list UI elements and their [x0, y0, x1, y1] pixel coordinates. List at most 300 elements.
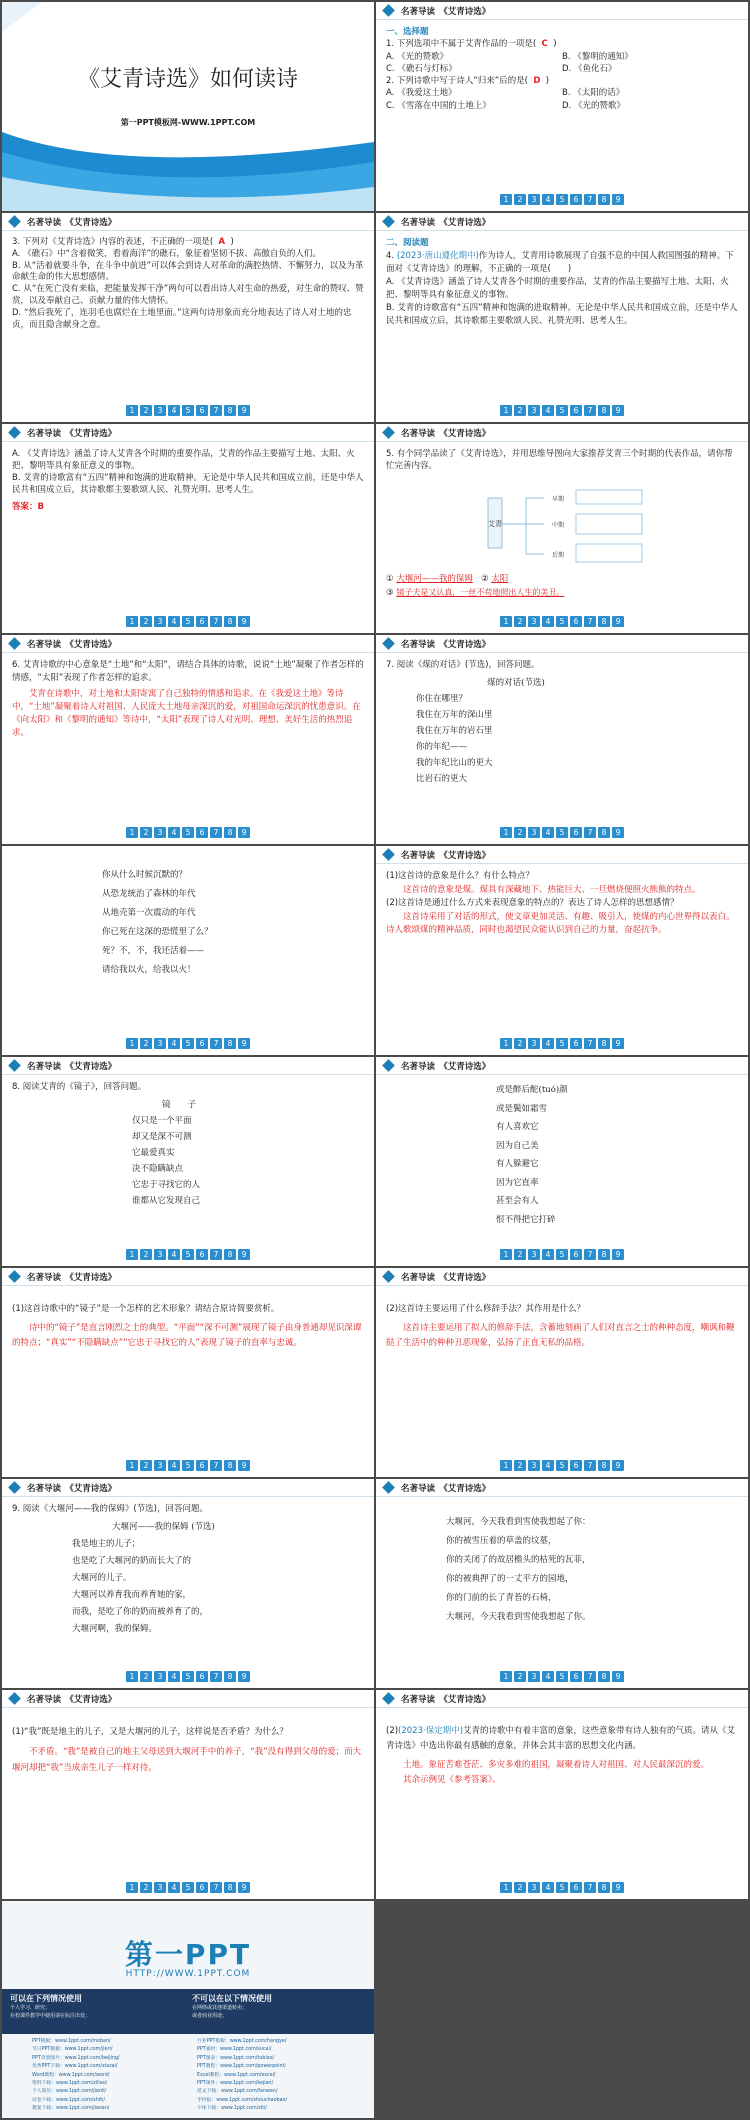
page-button[interactable]: 1 [126, 616, 138, 627]
poem-title: 镜 子 [162, 1100, 197, 1110]
slide-2[interactable] [376, 2, 748, 211]
page-button[interactable]: 6 [570, 405, 582, 416]
page-button[interactable]: 9 [612, 1038, 624, 1049]
poem-line: 从地壳第一次震动的年代 [102, 908, 196, 918]
page-button[interactable]: 2 [140, 616, 152, 627]
slide-header [2, 213, 374, 231]
page-button[interactable]: 9 [238, 827, 250, 838]
page-button[interactable]: 6 [570, 827, 582, 838]
page-button[interactable]: 4 [168, 1460, 180, 1471]
section-title: 二、阅读题 [386, 238, 429, 248]
page-button[interactable]: 2 [140, 1038, 152, 1049]
link[interactable]: PPT背景图片：www.1ppt.com/beijing/ [32, 2055, 120, 2061]
poem-line: 大堰河的儿子。 [72, 1573, 132, 1583]
page-button[interactable]: 9 [612, 1460, 624, 1471]
page-button[interactable]: 2 [514, 616, 526, 627]
poem [416, 675, 716, 787]
slide-body [386, 1724, 738, 1788]
question-1: 1. 下列选项中不属于艾青作品的一项是( C ) [386, 39, 557, 50]
page-button[interactable]: 6 [570, 616, 582, 627]
page-button[interactable]: 1 [500, 1882, 512, 1893]
slide-header [2, 1057, 374, 1075]
page-button[interactable]: 8 [224, 1460, 236, 1471]
page-button[interactable]: 5 [182, 405, 194, 416]
slide-3[interactable] [2, 213, 374, 422]
blank-3-answer: 镜子夫是又认真，一丝不苟地照出人生的美丑。 [396, 588, 565, 597]
link[interactable]: 个人简历：www.1ppt.com/jianli/ [32, 2089, 107, 2095]
slide-13[interactable] [2, 1268, 374, 1477]
page-button[interactable]: 3 [528, 1460, 540, 1471]
diamond-icon [382, 1270, 395, 1283]
page-button[interactable]: 7 [584, 1882, 596, 1893]
page-button[interactable]: 1 [500, 194, 512, 205]
page-button[interactable]: 3 [528, 1882, 540, 1893]
slide-body [386, 1302, 738, 1351]
page-button[interactable]: 2 [514, 827, 526, 838]
page-button[interactable]: 3 [528, 1038, 540, 1049]
option-b: B. 《黎明的通知》 [562, 51, 633, 62]
poem-line: 我住在万年的深山里 [416, 710, 493, 720]
page-button[interactable]: 5 [182, 1882, 194, 1893]
page-button[interactable]: 7 [210, 616, 222, 627]
cover-title: 《艾青诗选》如何读诗 [77, 67, 298, 92]
page-button[interactable]: 1 [500, 1460, 512, 1471]
sub-answer-1: 诗中的“镜子”是直言刚烈之士的典型。“平面”“深不可测”展现了镜子由身普通却见识深谭的特点；“真实”“不隐瞒缺点”“它忠于寻找它的人”表现了镜子的直率与忠诚。 [12, 1323, 362, 1348]
page-button[interactable]: 9 [238, 1460, 250, 1471]
header-title: 名著导读 《艾青诗选》 [401, 851, 491, 861]
page-button[interactable]: 2 [140, 1882, 152, 1893]
page-button[interactable]: 3 [154, 616, 166, 627]
link[interactable]: 资料下载：www.1ppt.com/ziliao/ [32, 2081, 108, 2087]
page-button[interactable]: 5 [182, 1249, 194, 1260]
link[interactable]: 行业PPT模板：www.1ppt.com/hangye/ [197, 2039, 287, 2044]
question-3: 3. 下列对《艾青诗选》内容的表述，不正确的一项是( A ) [12, 237, 234, 247]
option-a: A. 《艾青诗选》涵盖了诗人艾青各个时期的重要作品，艾青的作品主要描写土地、太阳、火把、黎明等具有象征意义的事物。 [386, 277, 729, 300]
page-button[interactable]: 3 [528, 1671, 540, 1682]
page-button[interactable]: 7 [210, 1038, 222, 1049]
option-c: C. 从“在死亡没有来临，把能量发挥干净”两句可以看出诗人对生命的热爱，对生命的赞叹、赞赏，以及奉献自己、贡献力量的伟大情怀。 [12, 284, 364, 306]
link[interactable]: 手抄报：www.1ppt.com/shouchaobao/ [197, 2097, 288, 2103]
page-button[interactable]: 1 [126, 1882, 138, 1893]
page-button[interactable]: 8 [598, 1038, 610, 1049]
page-button[interactable]: 1 [500, 616, 512, 627]
page-button[interactable]: 6 [196, 1671, 208, 1682]
option-c: C. 《礁石与灯标》 [386, 63, 457, 74]
page-button[interactable]: 7 [584, 1671, 596, 1682]
option-d: D. “然后我死了，连羽毛也腐烂在土地里面。”这两句诗形象而充分地表达了诗人对土地的忠贞，而且隐含献身之意。 [12, 307, 352, 330]
page-button[interactable]: 5 [556, 1249, 568, 1260]
diamond-icon [382, 848, 395, 861]
page-button[interactable]: 8 [598, 1249, 610, 1260]
page-button[interactable]: 1 [126, 405, 138, 416]
page-nav [376, 1882, 748, 1893]
poem-line: 大堰河啊，我的保姆。 [72, 1624, 158, 1634]
sub-answer-note: 其余示例见《参考答案》。 [403, 1775, 501, 1785]
option-a: A. 《我爱这土地》 [386, 88, 457, 99]
page-button[interactable]: 6 [196, 827, 208, 838]
link[interactable]: 范文下载：www.1ppt.com/fanwen/ [197, 2089, 278, 2095]
page-button[interactable]: 7 [210, 1460, 222, 1471]
page-button[interactable]: 6 [570, 1038, 582, 1049]
answer: 答案：B [12, 502, 44, 512]
slide-header [2, 1268, 374, 1286]
page-button[interactable]: 9 [612, 1671, 624, 1682]
page-button[interactable]: 4 [168, 616, 180, 627]
page-button[interactable]: 7 [584, 827, 596, 838]
page-button[interactable]: 4 [542, 405, 554, 416]
page-button[interactable]: 8 [598, 827, 610, 838]
slide-body [12, 659, 364, 740]
page-button[interactable]: 4 [168, 1882, 180, 1893]
page-button[interactable]: 5 [556, 616, 568, 627]
header-title: 名著导读 《艾青诗选》 [401, 1695, 491, 1705]
page-button[interactable]: 8 [598, 405, 610, 416]
page-button[interactable]: 8 [598, 616, 610, 627]
option-b: B. 艾青的诗歌富有“五四”精神和饱满的进取精神。无论是中华人民共和国成立前，还是中华人民共和国成立后，其诗歌都主要歌颂人民、礼赞光明、思考人生。 [386, 303, 738, 326]
page-button[interactable]: 3 [154, 827, 166, 838]
page-button[interactable]: 6 [196, 1038, 208, 1049]
page-button[interactable]: 8 [598, 1882, 610, 1893]
option-d: D. 《鱼化石》 [562, 63, 617, 74]
slide-header [2, 424, 374, 442]
poem-line: 有人喜欢它 [496, 1122, 539, 1132]
slide-5[interactable] [2, 424, 374, 633]
usage-allowed-item: 个人学习、研究； [10, 2005, 51, 2011]
diamond-icon [382, 426, 395, 439]
page-button[interactable]: 6 [196, 405, 208, 416]
page-button[interactable]: 5 [556, 1038, 568, 1049]
page-button[interactable]: 1 [500, 1671, 512, 1682]
page-button[interactable]: 8 [224, 1249, 236, 1260]
page-button[interactable]: 2 [514, 405, 526, 416]
page-button[interactable]: 7 [210, 1882, 222, 1893]
page-button[interactable]: 1 [500, 405, 512, 416]
page-button[interactable]: 7 [584, 616, 596, 627]
page-button[interactable]: 3 [528, 827, 540, 838]
page-button[interactable]: 8 [224, 616, 236, 627]
poem-line: 或是鬓如霜雪 [496, 1103, 548, 1114]
slide-10[interactable] [376, 846, 748, 1055]
link[interactable]: PPT素材：www.1ppt.com/sucai/ [197, 2047, 272, 2053]
page-nav [376, 194, 748, 205]
page-button[interactable]: 4 [542, 1671, 554, 1682]
page-button[interactable]: 1 [126, 1038, 138, 1049]
page-button[interactable]: 9 [238, 1038, 250, 1049]
page-button[interactable]: 2 [514, 194, 526, 205]
diamond-icon [382, 1692, 395, 1705]
page-button[interactable]: 2 [140, 827, 152, 838]
page-button[interactable]: 5 [182, 827, 194, 838]
page-button[interactable]: 3 [528, 194, 540, 205]
page-button[interactable]: 7 [210, 1249, 222, 1260]
header-title: 名著导读 《艾青诗选》 [27, 218, 117, 228]
poem-line: 你的关闭了的故居檐头的枯死的瓦菲， [446, 1555, 591, 1565]
poem-line: 决不隐瞒缺点 [132, 1164, 184, 1174]
page-button[interactable]: 4 [168, 827, 180, 838]
page-button[interactable]: 9 [612, 1882, 624, 1893]
page-button[interactable]: 7 [210, 1671, 222, 1682]
option-c: C. 《雪落在中国的土地上》 [386, 100, 491, 111]
page-button[interactable]: 8 [224, 1882, 236, 1893]
slide-17[interactable] [2, 1690, 374, 1899]
page-button[interactable]: 8 [598, 1671, 610, 1682]
page-button[interactable]: 8 [224, 1671, 236, 1682]
poem-line: 我住在万年的岩石里 [416, 726, 493, 736]
page-button[interactable]: 8 [224, 1038, 236, 1049]
page-button[interactable]: 4 [542, 1882, 554, 1893]
page-button[interactable]: 6 [570, 1882, 582, 1893]
slide-11[interactable] [2, 1057, 374, 1266]
header-title: 名著导读 《艾青诗选》 [401, 1062, 491, 1072]
page-button[interactable]: 9 [612, 1249, 624, 1260]
brand-logo: 第一PPT [124, 1938, 252, 1971]
page-nav [376, 1038, 748, 1049]
poem-line: 你住在哪里？ [416, 694, 468, 704]
header-title: 名著导读 《艾青诗选》 [27, 1062, 117, 1072]
page-button[interactable]: 4 [542, 1038, 554, 1049]
link[interactable]: PPT模板：www.1ppt.com/moban/ [32, 2039, 111, 2044]
slide-18[interactable] [376, 1690, 748, 1899]
page-button[interactable]: 1 [126, 1460, 138, 1471]
page-button[interactable]: 5 [556, 1671, 568, 1682]
page-button[interactable]: 5 [182, 616, 194, 627]
poem-line: 你的被雪压着的草盖的坟墓， [446, 1536, 557, 1546]
page-button[interactable]: 4 [542, 1249, 554, 1260]
page-button[interactable]: 6 [196, 1460, 208, 1471]
poem-line: 有人躲避它 [496, 1159, 539, 1169]
option-b: B. 艾青的诗歌富有“五四”精神和饱满的进取精神。无论是中华人民共和国成立前，还是中华人民共和国成立后，其诗歌都主要歌颂人民、礼赞光明、思考人生。 [12, 473, 364, 495]
poem-line: 我的年纪比山的更大 [416, 758, 493, 768]
page-button[interactable]: 3 [528, 1249, 540, 1260]
page-button[interactable]: 9 [238, 1882, 250, 1893]
page-button[interactable]: 4 [542, 827, 554, 838]
page-button[interactable]: 5 [182, 1460, 194, 1471]
slide-6[interactable] [376, 424, 748, 633]
poem-line: 却又是深不可测 [132, 1132, 192, 1142]
page-button[interactable]: 3 [154, 1671, 166, 1682]
page-button[interactable]: 9 [238, 1249, 250, 1260]
slide-body [386, 870, 738, 938]
page-button[interactable]: 3 [528, 616, 540, 627]
page-button[interactable]: 7 [210, 827, 222, 838]
page-button[interactable]: 9 [238, 616, 250, 627]
slide-4[interactable] [376, 213, 748, 422]
link[interactable]: 试卷下载：www.1ppt.com/shiti/ [32, 2097, 105, 2103]
page-button[interactable]: 6 [570, 1460, 582, 1471]
slide-cover[interactable] [2, 2, 374, 211]
slide-header [2, 635, 374, 653]
page-button[interactable]: 1 [126, 827, 138, 838]
poem-line: 你已死在这深的恐慌里了么？ [102, 927, 213, 937]
page-button[interactable]: 1 [126, 1671, 138, 1682]
link[interactable]: PPT教程：www.1ppt.com/powerpoint/ [197, 2064, 287, 2070]
page-button[interactable]: 3 [528, 405, 540, 416]
page-button[interactable]: 2 [140, 1249, 152, 1260]
poem-line: 比岩石的更大 [416, 774, 468, 784]
page-button[interactable]: 9 [612, 405, 624, 416]
page-button[interactable]: 2 [140, 1460, 152, 1471]
page-button[interactable]: 3 [154, 1249, 166, 1260]
page-button[interactable]: 3 [154, 1882, 166, 1893]
page-button[interactable]: 2 [140, 1671, 152, 1682]
page-nav [376, 1460, 748, 1471]
slide-8[interactable] [376, 635, 748, 844]
page-button[interactable]: 1 [126, 1249, 138, 1260]
slide-body [386, 237, 738, 328]
poem [72, 1519, 362, 1638]
page-button[interactable]: 5 [556, 194, 568, 205]
page-button[interactable]: 4 [168, 1038, 180, 1049]
poem-line: 我是地主的儿子； [72, 1539, 141, 1549]
slide-7[interactable] [2, 635, 374, 844]
poem-line: 而我，是吃了你的奶而被养育了的， [72, 1607, 209, 1617]
page-nav [376, 405, 748, 416]
diamond-icon [8, 1270, 21, 1283]
page-button[interactable]: 5 [556, 827, 568, 838]
option-d: D. 《光的赞歌》 [562, 100, 625, 111]
page-button[interactable]: 4 [542, 194, 554, 205]
poem-line: 你的被典押了的一丈平方的园地， [446, 1574, 574, 1584]
page-button[interactable]: 6 [570, 194, 582, 205]
page-button[interactable]: 3 [154, 1460, 166, 1471]
header-title: 名著导读 《艾青诗选》 [27, 1695, 117, 1705]
page-button[interactable]: 5 [556, 1882, 568, 1893]
slide-9[interactable] [2, 846, 374, 1055]
page-button[interactable]: 9 [238, 1671, 250, 1682]
page-button[interactable]: 1 [500, 1249, 512, 1260]
page-button[interactable]: 4 [168, 1671, 180, 1682]
page-button[interactable]: 1 [500, 1038, 512, 1049]
page-button[interactable]: 1 [500, 827, 512, 838]
page-button[interactable]: 5 [182, 1671, 194, 1682]
page-button[interactable]: 2 [514, 1038, 526, 1049]
page-button[interactable]: 9 [612, 616, 624, 627]
page-button[interactable]: 6 [570, 1671, 582, 1682]
page-nav [2, 1249, 374, 1260]
sub-answer-2: 这首诗主要运用了拟人的修辞手法，含蓄地刻画了人们对直言之士的种种态度，嘲讽和鞭挞了生活中的种种丑恶现象，弘扬了正直无私的品格。 [386, 1323, 735, 1348]
question-7: 7. 阅读《煤的对话》(节选)，回答问题。 [386, 660, 540, 670]
slide-header [376, 1690, 748, 1708]
option-a: A. 《艾青诗选》涵盖了诗人艾青各个时期的重要作品，艾青的作品主要描写土地、太阳、火把、黎明等具有象征意义的事物。 [12, 449, 355, 471]
page-button[interactable]: 7 [584, 1460, 596, 1471]
poem [102, 866, 362, 980]
blank-3-marker: ③ [386, 588, 394, 598]
link[interactable]: Excel教程：www.1ppt.com/excel/ [197, 2072, 276, 2078]
page-nav [376, 1249, 748, 1260]
poem-line: 死？不，不，我还活着—— [102, 946, 205, 956]
page-button[interactable]: 2 [514, 1882, 526, 1893]
slide-12[interactable] [376, 1057, 748, 1266]
option-b: B. 从“活着就要斗争，在斗争中前进”可以体会到诗人对革命的满腔热情、不懈努力，以及为革命献生命的伟大思想感情。 [12, 260, 364, 283]
blank-2-answer: 太阳 [491, 574, 509, 584]
header-title: 名著导读 《艾青诗选》 [401, 218, 491, 228]
page-nav [2, 1882, 374, 1893]
page-nav [2, 1038, 374, 1049]
page-button[interactable]: 7 [584, 405, 596, 416]
link[interactable]: 字体下载：www.1ppt.com/ziti/ [197, 2106, 267, 2112]
slide-body [12, 237, 364, 331]
page-button[interactable]: 7 [210, 405, 222, 416]
page-button[interactable]: 4 [168, 405, 180, 416]
link[interactable]: 优秀PPT下载：www.1ppt.com/xiazai/ [32, 2064, 118, 2070]
brand-url: HTTP://WWW.1PPT.COM [125, 1969, 251, 1979]
page-button[interactable]: 7 [584, 194, 596, 205]
page-button[interactable]: 4 [542, 616, 554, 627]
slide-15[interactable] [2, 1479, 374, 1688]
header-title: 名著导读 《艾青诗选》 [401, 1273, 491, 1283]
page-button[interactable]: 7 [584, 1249, 596, 1260]
link[interactable]: 节日PPT模板：www.1ppt.com/jieri/ [32, 2047, 113, 2053]
page-nav [376, 616, 748, 627]
poem [446, 1513, 741, 1627]
page-button[interactable]: 5 [556, 405, 568, 416]
poem-line: 你从什么时候沉默的？ [102, 870, 188, 880]
link[interactable]: PPT课件：www.1ppt.com/kejian/ [197, 2081, 274, 2087]
diamond-icon [8, 1481, 21, 1494]
poem-line: 大堰河，今天我看到雪使我想起了你： [446, 1517, 591, 1527]
slide-14[interactable] [376, 1268, 748, 1477]
link[interactable]: PPT图表：www.1ppt.com/tubiao/ [197, 2055, 275, 2061]
blank-2-marker: ② [480, 574, 489, 584]
diamond-icon [8, 1692, 21, 1705]
page-button[interactable]: 3 [154, 1038, 166, 1049]
sub-question-2: (2)这首诗主要运用了什么修辞手法？其作用是什么？ [386, 1304, 586, 1314]
page-button[interactable]: 4 [542, 1460, 554, 1471]
page-button[interactable]: 3 [154, 405, 166, 416]
option-b: B. 《太阳的话》 [562, 88, 625, 99]
page-button[interactable]: 8 [224, 827, 236, 838]
poem-line: 因为自己美 [496, 1140, 539, 1151]
page-button[interactable]: 5 [182, 1038, 194, 1049]
slide-header [376, 1479, 748, 1497]
page-button[interactable]: 9 [238, 405, 250, 416]
page-button[interactable]: 2 [514, 1460, 526, 1471]
page-button[interactable]: 6 [570, 1249, 582, 1260]
slide-16[interactable] [376, 1479, 748, 1688]
map-early-label: 早期 [552, 496, 565, 503]
slide-body [12, 1081, 364, 1093]
map-root-label: 艾青 [488, 520, 502, 528]
poem-line: 大堰河，今天我看到雪使我想起了你。 [446, 1612, 591, 1622]
cover-subtitle: 第一PPT模板网-WWW.1PPT.COM [120, 118, 256, 127]
page-button[interactable]: 8 [598, 1460, 610, 1471]
usage-forbidden-item: 或者商业用途； [192, 2013, 228, 2019]
link[interactable]: Word教程：www.1ppt.com/word/ [32, 2072, 110, 2078]
page-button[interactable]: 6 [196, 616, 208, 627]
poem-line: 仅只是一个平面 [132, 1116, 192, 1126]
page-button[interactable]: 9 [612, 194, 624, 205]
slide-closing[interactable] [2, 1901, 374, 2118]
page-button[interactable]: 2 [514, 1249, 526, 1260]
page-button[interactable]: 4 [168, 1249, 180, 1260]
page-button[interactable]: 2 [140, 405, 152, 416]
page-button[interactable]: 8 [224, 405, 236, 416]
page-button[interactable]: 6 [196, 1249, 208, 1260]
page-button[interactable]: 6 [196, 1882, 208, 1893]
page-button[interactable]: 9 [612, 827, 624, 838]
page-button[interactable]: 7 [584, 1038, 596, 1049]
link[interactable]: 教案下载：www.1ppt.com/jiaoan/ [32, 2106, 110, 2112]
header-title: 名著导读 《艾青诗选》 [27, 1273, 117, 1283]
page-button[interactable]: 8 [598, 194, 610, 205]
page-button[interactable]: 5 [556, 1460, 568, 1471]
poem-line: 它忠于寻找它的人 [132, 1180, 201, 1190]
page-button[interactable]: 2 [514, 1671, 526, 1682]
slide-body [386, 448, 738, 473]
diamond-icon [382, 1481, 395, 1494]
poem-line: 恨不得把它打碎 [496, 1214, 556, 1225]
poem-line: 请给我以火，给我以火！ [102, 965, 196, 975]
